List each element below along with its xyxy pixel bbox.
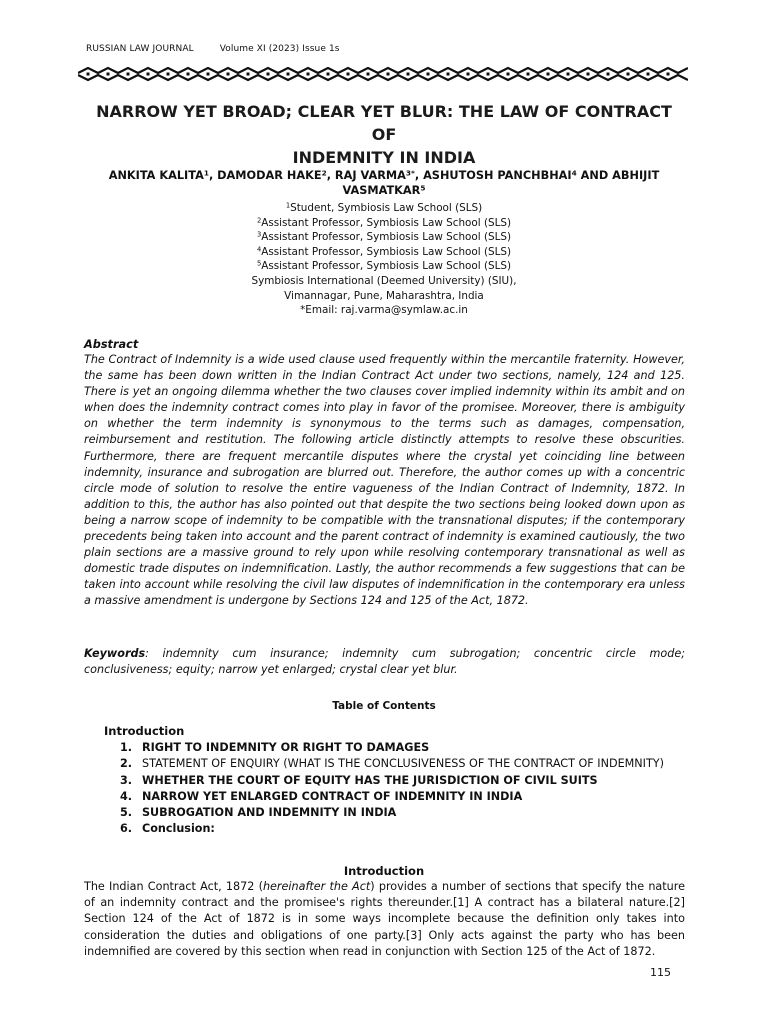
page-number: 115 xyxy=(650,966,671,979)
toc-intro-item[interactable]: Introduction xyxy=(104,724,185,738)
author-sup: 2 xyxy=(321,168,327,178)
toc-item[interactable] xyxy=(120,756,664,772)
journal-volume: Volume XI (2023) Issue 1s xyxy=(219,44,340,54)
toc-item[interactable] xyxy=(120,789,664,805)
title-line-1: NARROW YET BROAD; CLEAR YET BLUR: THE LAW OF CONTRACT OF xyxy=(96,102,672,144)
toc-number: 2. xyxy=(120,757,133,771)
title-line-2: INDEMNITY IN INDIA xyxy=(292,148,476,167)
keywords-label: Keywords xyxy=(84,647,146,660)
toc-number: 6. xyxy=(120,822,133,836)
affiliation-sup: 5 xyxy=(256,260,262,268)
toc-text: RIGHT TO INDEMNITY OR RIGHT TO DAMAGES xyxy=(142,741,430,754)
toc-item[interactable] xyxy=(120,740,664,756)
toc-number: 5. xyxy=(120,806,133,820)
affiliation-text: Assistant Professor, Symbiosis Law School (SLS) xyxy=(261,231,512,244)
author-name: AND ABHIJIT VASMATKAR xyxy=(342,169,660,197)
toc-text: Conclusion: xyxy=(142,822,215,836)
institution-line: Symbiosis International (Deemed University) (SIU), xyxy=(251,274,517,287)
abstract-body: The Contract of Indemnity is a wide used clause used frequently within the mercantile fraternity. However, the same has been down written in the Indian Contract Act under two sections, namely, 124 and 125. There is yet an ongoing dilemma whether the two clauses cover implied indemnity within its ambit and on when does the indemnity contract comes into play in favor of the promisee. Moreover, there is ambiguity on whether the term indemnity is synonymous to the terms such as damages, compensation, reimbursement and restitution. The following article distinctly attempts to resolve these obscurities. Furthermore, there are frequent mercantile disputes where the crystal yet coinciding line between indemnity, insurance and subrogation are blurred out. Therefore, the author comes up with a concentric circle mode of solution to resolve the entire vagueness of the Indian Contract of Indemnity, 1872. In addition to this, the author has also pointed out that despite the two sections being looked down upon as being a narrow scope of indemnity to be compatible with the transnational disputes; if the contemporary precedents being taken into account and the parent contract of indemnity is examined cautiously, the two plain sections are a massive ground to rely upon while resolving contemporary transnational as well as domestic trade disputes on indemnification. Lastly, the author recommends a few suggestions that can be taken into account while resolving the civil law disputes of indemnification in the contemporary era unless a massive amendment is undergone by Sections 124 and 125 of the Act, 1872. xyxy=(84,353,685,608)
affiliation-line xyxy=(100,259,668,274)
toc-heading: Table of Contents xyxy=(332,700,436,712)
corresponding-email[interactable]: *Email: raj.varma@symlaw.ac.in xyxy=(300,304,468,317)
affiliations xyxy=(100,201,668,318)
toc-text: WHETHER THE COURT OF EQUITY HAS THE JURISDICTION OF CIVIL SUITS xyxy=(142,773,598,787)
journal-name: RUSSIAN LAW JOURNAL xyxy=(86,44,194,54)
affiliation-text: Assistant Professor, Symbiosis Law School (SLS) xyxy=(261,260,512,273)
affiliation-line xyxy=(100,216,668,231)
toc-text: NARROW YET ENLARGED CONTRACT OF INDEMNITY IN INDIA xyxy=(142,789,523,803)
author-sup: 4 xyxy=(571,168,577,178)
author-name: , DAMODAR HAKE xyxy=(208,169,322,182)
address-line: Vimannagar, Pune, Maharashtra, India xyxy=(284,289,484,302)
toc-item[interactable] xyxy=(120,821,664,837)
keywords xyxy=(84,646,685,678)
toc-number: 3. xyxy=(120,773,133,787)
affiliation-sup: 3 xyxy=(256,230,262,239)
keywords-text: : indemnity cum insurance; indemnity cum subrogation; concentric circle mode; conclusiveness; equity; narrow yet enlarged; crystal clear yet blur. xyxy=(84,647,685,676)
running-header xyxy=(86,44,340,54)
affiliation-line xyxy=(100,230,668,245)
introduction-heading: Introduction xyxy=(343,864,425,878)
author-name: ANKITA KALITA xyxy=(108,169,204,182)
toc-number: 4. xyxy=(120,789,133,803)
paper-title xyxy=(84,100,684,169)
author-sup: 1 xyxy=(203,168,209,178)
affiliation-text: Assistant Professor, Symbiosis Law School (SLS) xyxy=(261,216,512,229)
affiliation-text: Student, Symbiosis Law School (SLS) xyxy=(290,202,483,214)
decorative-border-icon xyxy=(78,64,688,84)
toc-number: 1. xyxy=(120,741,133,754)
author-sup: 3* xyxy=(405,168,415,178)
affiliation-text: Assistant Professor, Symbiosis Law School (SLS) xyxy=(261,245,512,258)
affiliation-sup: 2 xyxy=(256,216,262,225)
affiliation-sup: 1 xyxy=(285,201,291,210)
intro-text: The Indian Contract Act, 1872 ( xyxy=(84,880,263,893)
toc-text: STATEMENT OF ENQUIRY (WHAT IS THE CONCLUSIVENESS OF THE CONTRACT OF INDEMNITY) xyxy=(142,757,664,771)
toc-list xyxy=(120,740,664,838)
intro-text: ) provides a number of sections that specify the nature of an indemnity contract and the promisee's rights thereunder.[1] A contract has a bilateral nature.[2] Section 124 of the Act of 1872 is in some ways incomplete because the definition only takes into consideration the duties and obligations of one party.[3] Only acts against the party who has been indemnified are covered by this section when read in conjunction with Section 125 of the Act of 1872. xyxy=(84,880,686,958)
author-name: , RAJ VARMA xyxy=(326,169,406,182)
toc-text: SUBROGATION AND INDEMNITY IN INDIA xyxy=(142,806,397,820)
affiliation-sup: 4 xyxy=(256,245,262,254)
toc-item[interactable] xyxy=(120,773,664,789)
affiliation-line xyxy=(100,245,668,260)
toc-item[interactable] xyxy=(120,805,664,821)
introduction-body xyxy=(84,879,685,960)
abstract-heading: Abstract xyxy=(84,338,139,351)
affiliation-line xyxy=(100,201,668,216)
intro-italic-text: hereinafter the Act xyxy=(262,880,371,893)
author-list xyxy=(100,168,668,198)
author-name: , ASHUTOSH PANCHBHAI xyxy=(414,169,572,182)
author-sup: 5 xyxy=(420,183,426,193)
